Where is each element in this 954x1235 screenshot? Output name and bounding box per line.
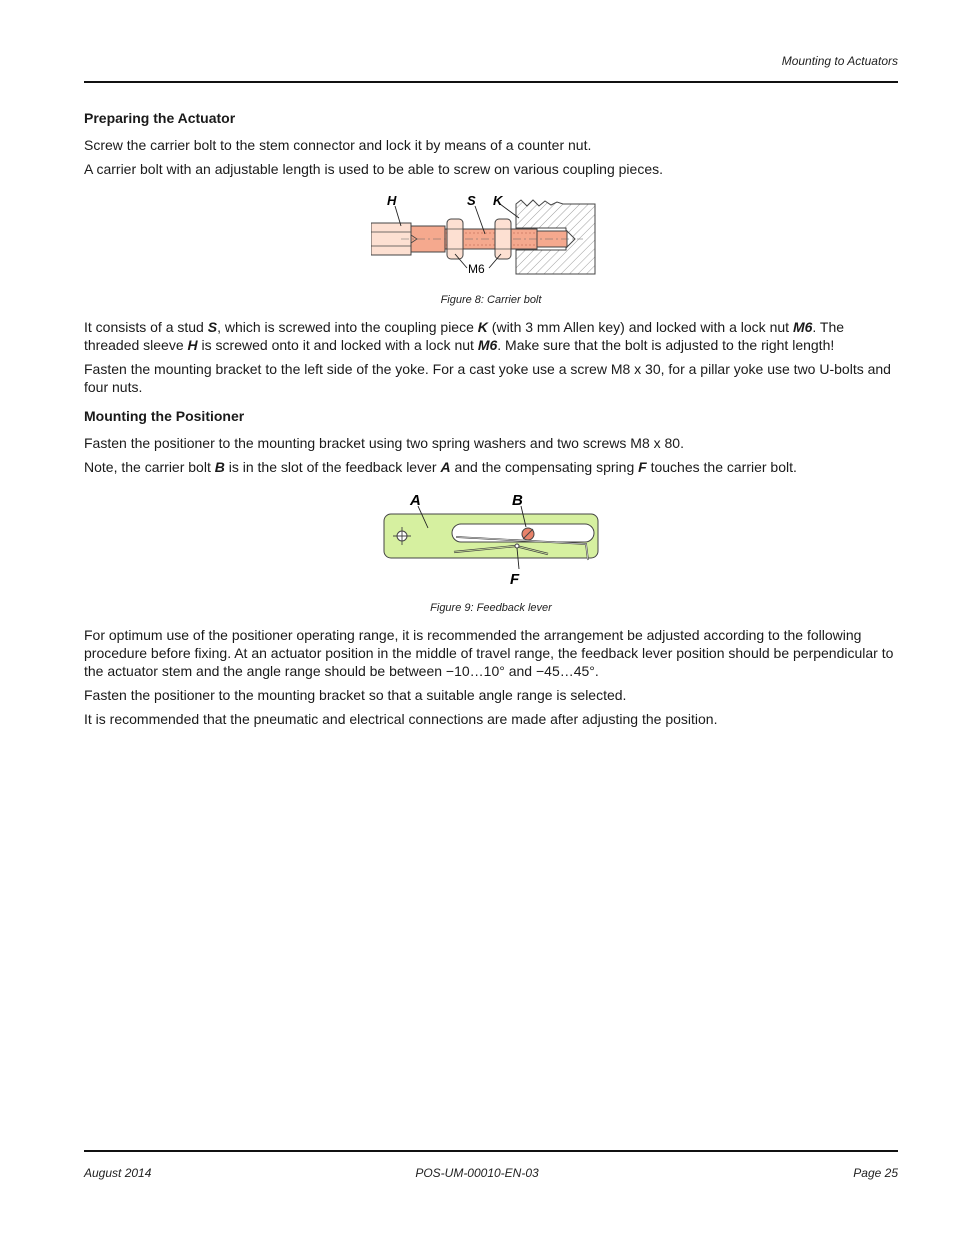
label-b: B [512,492,523,509]
lock-nut-m6-right [495,219,511,259]
label-k: K [493,193,503,208]
footer-document-id: POS-UM-00010-EN-03 [415,1166,539,1180]
running-header: Mounting to Actuators [781,54,898,68]
feedback-lever-diagram [376,490,606,590]
caption-figure-8: Figure 8: Carrier bolt [440,294,542,306]
caption-figure-9: Figure 9: Feedback lever [430,602,552,614]
paragraph-fasten-bracket: Fasten the mounting bracket to the left side of the yoke. For a cast yoke use a screw M8 x 30, for a pillar yoke use two U-bolts and four nuts. [84,361,891,395]
page-content [84,110,898,734]
figure-carrier-bolt [84,192,898,284]
label-a: A [410,492,421,509]
paragraph-screw-carrier-bolt: Screw the carrier bolt to the stem connector and lock it by means of a counter nut. [84,137,592,153]
paragraph-note-carrier-bolt: Note, the carrier bolt B is in the slot of the feedback lever A and the compensating spring F touches the carrier bolt. [84,459,797,475]
carrier-bolt-diagram [371,192,611,284]
paragraph-optimum-range: For optimum use of the positioner operating range, it is recommended the arrangement be adjusted according to the following procedure before fixing. At an actuator position in the middle of travel range, the feedback lever position should be perpendicular to the actuator stem and the angle range should be between −10…10° and −45…45°. [84,627,894,679]
feedback-lever-a [384,514,598,558]
paragraph-adjustable-length: A carrier bolt with an adjustable length is used to be able to screw on various coupling pieces. [84,161,664,177]
lock-nut-m6-left [447,219,463,259]
label-m6: M6 [468,262,485,276]
footer-date: August 2014 [84,1166,152,1180]
footer-page-number: Page 25 [853,1166,898,1180]
figure-feedback-lever [84,490,898,590]
label-h: H [387,193,397,208]
label-f: F [510,571,520,588]
paragraph-fasten-positioner: Fasten the positioner to the mounting bracket using two spring washers and two screws M8 x 80. [84,435,684,451]
heading-mounting-positioner: Mounting the Positioner [84,408,245,424]
label-s: S [467,193,476,208]
footer-rule [84,1150,898,1152]
heading-preparing-actuator: Preparing the Actuator [84,110,236,126]
paragraph-carrier-bolt-parts: It consists of a stud S, which is screwed into the coupling piece K (with 3 mm Allen key) and locked with a lock nut M6. The threaded sleeve H is screwed onto it and locked with a lock nut M6. Make sure that the bolt is adjusted to the right length! [84,319,845,353]
header-rule [84,81,898,83]
carrier-bolt-b [522,528,534,540]
paragraph-angle-range: Fasten the positioner to the mounting bracket so that a suitable angle range is selected. [84,687,627,703]
paragraph-connections: It is recommended that the pneumatic and electrical connections are made after adjusting the position. [84,711,718,727]
